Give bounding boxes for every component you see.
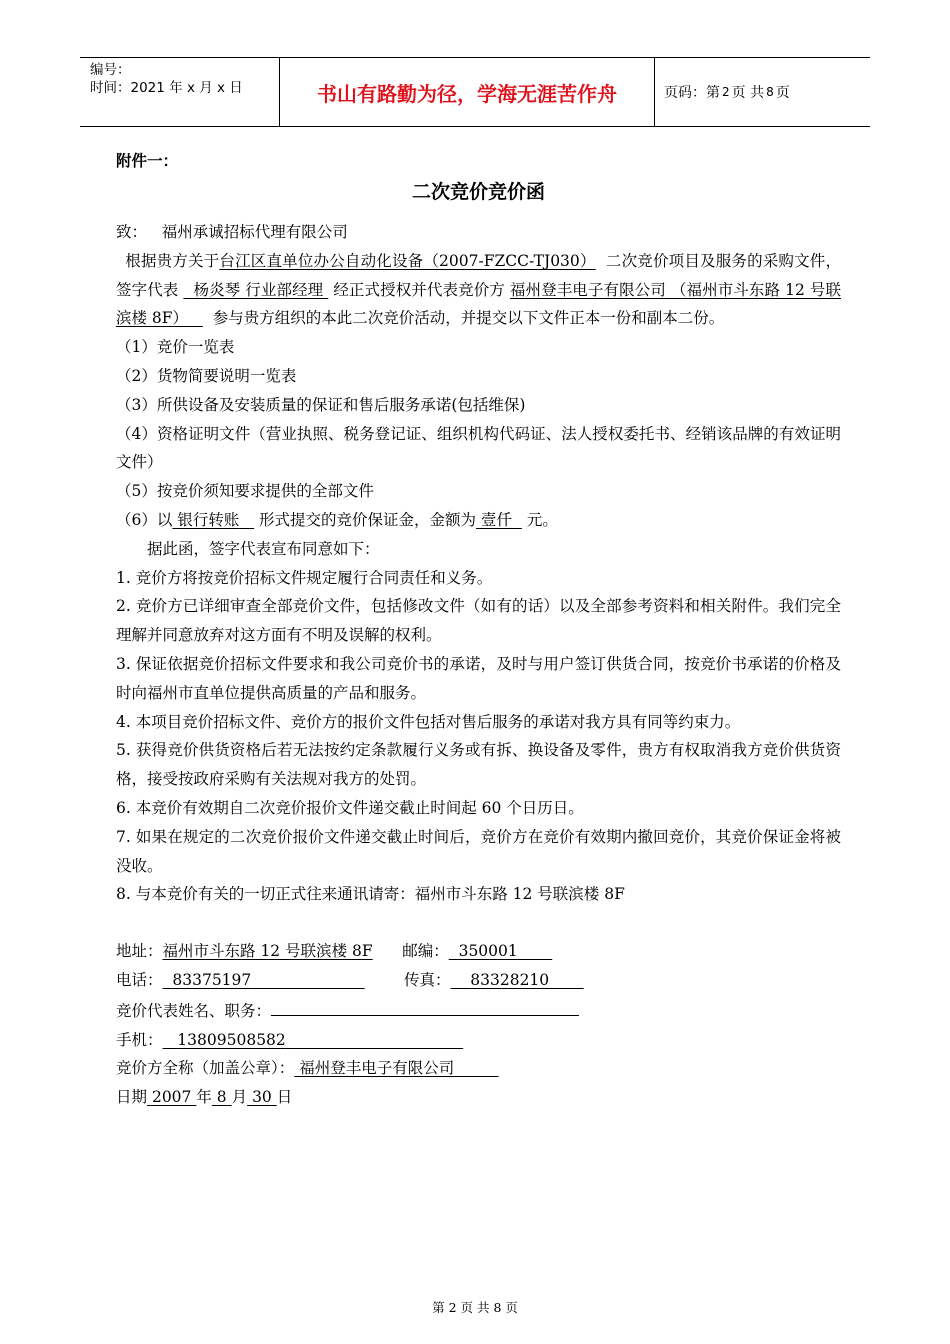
deposit-amount-text: 壹仟 [481,510,513,529]
project-name: 台江区直单位办公自动化设备（2007-FZCC-TJ030） [219,251,596,270]
address-label: 地址： [116,942,163,961]
rep-row [116,995,841,1026]
intro-text-b: 二次竞价项目及服务的采购文件，签字代表 [116,251,841,299]
list-item: （2）货物简要说明一览表 [116,366,297,385]
signing-rep [183,281,328,299]
year-unit: 年 [196,1088,212,1107]
month-unit: 月 [231,1088,248,1107]
deposit-text-a: （6）以 [116,510,173,529]
clause: 5. 获得竞价供货资格后若无法按约定条款履行义务或有拆、换设备及零件，贵方有权取消我方竞价供货资格，接受按政府采购有关法规对我方的处罚。 [116,741,841,789]
year-text: 2007 [151,1088,192,1107]
mobile-row [116,1026,841,1055]
address-row [116,937,841,966]
year-value [147,1088,196,1106]
footer-page: 2 [448,1300,457,1315]
month-value [212,1088,232,1106]
fullname-text: 福州登丰电子有限公司 [299,1059,455,1078]
document-body [116,146,841,1112]
clause: 1. 竞价方将按竞价招标文件规定履行合同责任和义务。 [116,568,493,587]
fax-text: 83328210 [470,970,550,989]
list-item: （3）所供设备及安装质量的保证和售后服务承诺(包括维保) [116,395,526,414]
deposit-method-text: 银行转账 [177,510,240,529]
day-text: 30 [252,1088,272,1107]
intro-text-a: 根据贵方关于 [125,251,220,270]
deposit-amount [476,511,522,529]
footer-b: 页 共 [460,1300,490,1315]
clause: 8. 与本竞价有关的一切正式往来通讯请寄：福州市斗东路 12 号联滨楼 8F [116,885,625,904]
date-label: 时间：2021 年 x 月 x 日 [90,80,243,96]
addressee-name: 福州承诚招标代理有限公司 [161,223,348,241]
mobile-text: 13809508582 [177,1030,286,1049]
annex-label: 附件一： [116,151,179,170]
deposit-text-b: 形式提交的竞价保证金，金额为 [259,510,477,529]
footer-a: 第 [432,1300,445,1315]
header-page-number [655,58,870,126]
month-text: 8 [216,1088,227,1107]
list-item: （1）竞价一览表 [116,338,235,357]
clause: 4. 本项目竞价招标文件、竞价方的报价文件包括对售后服务的承诺对我方具有同等约束力。 [116,712,741,731]
page-current: 2 [722,85,730,99]
list-item: （4）资格证明文件（营业执照、税务登记证、组织机构代码证、法人授权委托书、经销该品牌的有效证明文件） [116,424,841,472]
page-mid: 页 共 [731,85,765,101]
postcode-value [449,942,553,960]
fullname-label: 竞价方全称（加盖公章）： [116,1059,295,1078]
list-item-deposit [116,506,841,535]
phone-text: 83375197 [172,970,252,989]
phone-row [116,966,841,995]
document-title: 二次竞价竞价函 [411,181,545,203]
addressee [116,218,841,247]
serial-label: 编号： [90,62,131,78]
date-label-text: 日期 [116,1088,148,1107]
date-row [116,1083,841,1112]
page-prefix: 页码：第 [664,85,720,101]
page-footer [0,1298,950,1316]
postcode-text: 350001 [458,942,518,961]
rep-label: 竞价代表姓名、职务： [116,1001,272,1020]
clause: 7. 如果在规定的二次竞价报价文件递交截止时间后，竞价方在竞价有效期内撤回竞价，其竞价保证金将被没收。 [116,827,841,875]
page-suffix: 页 [775,85,790,101]
footer-c: 页 [505,1300,518,1315]
intro-text-d: 参与贵方组织的本此二次竞价活动，并提交以下文件正本一份和副本二份。 [212,309,725,328]
intro-paragraph [116,247,841,333]
rep-blank [271,995,579,1016]
clause: 3. 保证依据竞价招标文件要求和我公司竞价书的承诺，及时与用户签订供货合同，按竞价书承诺的价格及时向福州市直单位提供高质量的产品和服务。 [116,654,841,702]
header-motto: 书山有路勤为径，学海无涯苦作舟 [280,58,655,126]
addressee-label: 致： [116,223,148,241]
page-total: 8 [766,85,774,99]
day-unit: 日 [276,1088,293,1107]
fullname-row [116,1054,841,1083]
phone-value [163,971,365,989]
fax-label: 传真： [404,970,451,989]
list-item: （5）按竞价须知要求提供的全部文件 [116,482,374,501]
signing-rep-text: 杨炎琴 行业部经理 [193,280,324,299]
clause: 2. 竞价方已详细审查全部竞价文件，包括修改文件（如有的话）以及全部参考资料和相关附件。我们完全理解并同意放弃对这方面有不明及误解的权利。 [116,597,841,645]
footer-total: 8 [493,1300,502,1315]
fax-value [451,971,584,989]
day-value [247,1088,277,1106]
mobile-label: 手机： [116,1030,163,1049]
mobile-value [163,1031,464,1049]
phone-label: 电话： [116,970,163,989]
postcode-label: 邮编： [402,942,449,961]
header-meta [80,58,280,126]
fullname-value [294,1059,498,1077]
address-value: 福州市斗东路 12 号联滨楼 8F [162,942,373,961]
intro-text-c: 经正式授权并代表竞价方 [333,280,505,299]
bidder-company-text: 福州登丰电子有限公司 （福州市斗东路 12 号联滨楼 8F） [116,280,841,328]
declaration: 据此函，签字代表宣布同意如下： [147,539,380,558]
clause: 6. 本竞价有效期自二次竞价报价文件递交截止时间起 60 个日历日。 [116,798,584,817]
deposit-text-c: 元。 [526,510,558,529]
page-header [80,57,870,127]
deposit-method [172,511,254,529]
